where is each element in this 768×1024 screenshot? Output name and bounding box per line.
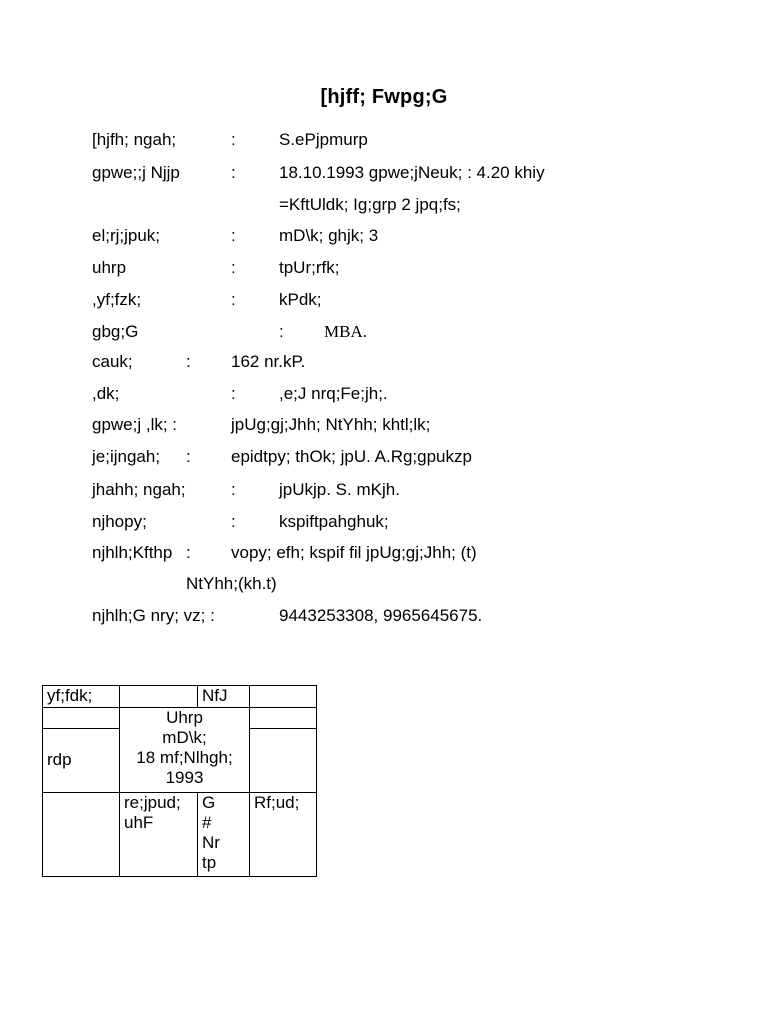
chart-cell	[43, 792, 120, 876]
field-value: kPdk;	[279, 290, 322, 309]
chart-center-line: mD\k;	[162, 728, 207, 748]
field-value: ,e;J nrq;Fe;jh;.	[279, 384, 388, 403]
field-value: =KftUldk; Ig;grp 2 jpq;fs;	[279, 195, 461, 214]
field-value: jpUg;gj;Jhh; NtYhh; khtl;lk;	[231, 415, 431, 434]
chart-cell-line: G	[202, 792, 216, 812]
field-label: cauk;	[92, 352, 133, 371]
field-separator: :	[186, 352, 191, 371]
field-separator: :	[231, 512, 236, 531]
field-value: MBA.	[324, 322, 367, 341]
page-title: [hjff; Fwpg;G	[320, 86, 448, 108]
field-separator: :	[231, 480, 236, 499]
chart-cell	[250, 686, 317, 708]
field-separator: :	[186, 447, 191, 466]
field-label: njhopy;	[92, 512, 147, 531]
field-label: gbg;G	[92, 322, 139, 341]
chart-cell	[120, 686, 198, 708]
field-label: el;rj;jpuk;	[92, 226, 161, 245]
field-separator: :	[186, 543, 191, 562]
field-value: S.ePjpmurp	[279, 130, 368, 149]
chart-center-line: 1993	[165, 768, 204, 788]
chart-cell: rdp	[43, 729, 120, 792]
field-separator: :	[231, 290, 236, 309]
field-separator: :	[231, 258, 236, 277]
chart-cell: Rf;ud;	[250, 792, 317, 876]
field-label: njhlh;Kfthp	[92, 543, 173, 562]
field-value: kspiftpahghuk;	[279, 512, 389, 531]
field-value: jpUkjp. S. mKjh.	[279, 480, 400, 499]
field-label: uhrp	[92, 258, 127, 277]
field-separator: :	[231, 163, 236, 182]
chart-cell: NfJ	[198, 686, 250, 708]
field-label: gpwe;;j Njjp	[92, 163, 180, 182]
field-separator: :	[279, 322, 284, 341]
field-value: NtYhh;(kh.t)	[186, 574, 277, 593]
chart-row	[43, 686, 317, 708]
field-label: njhlh;G nry; vz; :	[92, 606, 215, 625]
field-label: jhahh; ngah;	[92, 480, 186, 499]
field-label: [hjfh; ngah;	[92, 130, 177, 149]
chart-cell-line: tp	[202, 852, 217, 872]
field-label: ,dk;	[92, 384, 120, 403]
field-value: epidtpy; thOk; jpU. A.Rg;gpukzp	[231, 447, 472, 466]
field-label: gpwe;j ,lk; :	[92, 415, 178, 434]
chart-center-line: Uhrp	[166, 708, 203, 728]
field-separator: :	[231, 130, 236, 149]
chart-cell: re;jpud; uhF	[120, 792, 198, 876]
field-label: ,yf;fzk;	[92, 290, 142, 309]
chart-cell-line: Nr	[202, 832, 220, 852]
field-value: tpUr;rfk;	[279, 258, 340, 277]
field-value: mD\k; ghjk; 3	[279, 226, 379, 245]
horoscope-chart	[42, 685, 317, 877]
field-value: 162 nr.kP.	[231, 352, 306, 371]
chart-cell	[250, 729, 317, 792]
chart-cell-line: #	[202, 812, 212, 832]
field-value: 9443253308, 9965645675.	[279, 606, 483, 625]
chart-row	[43, 792, 317, 876]
chart-row	[43, 708, 317, 729]
chart-center-line: 18 mf;Nlhgh;	[136, 748, 233, 768]
chart-cell	[198, 792, 250, 876]
chart-cell	[43, 708, 120, 729]
field-value: 18.10.1993 gpwe;jNeuk; : 4.20 khiy	[279, 163, 545, 182]
chart-cell	[250, 708, 317, 729]
field-separator: :	[231, 226, 236, 245]
chart-center-cell	[120, 708, 250, 792]
chart-cell: yf;fdk;	[43, 686, 120, 708]
field-value: vopy; efh; kspif fil jpUg;gj;Jhh; (t)	[231, 543, 477, 562]
field-label: je;ijngah;	[92, 447, 161, 466]
field-separator: :	[231, 384, 236, 403]
